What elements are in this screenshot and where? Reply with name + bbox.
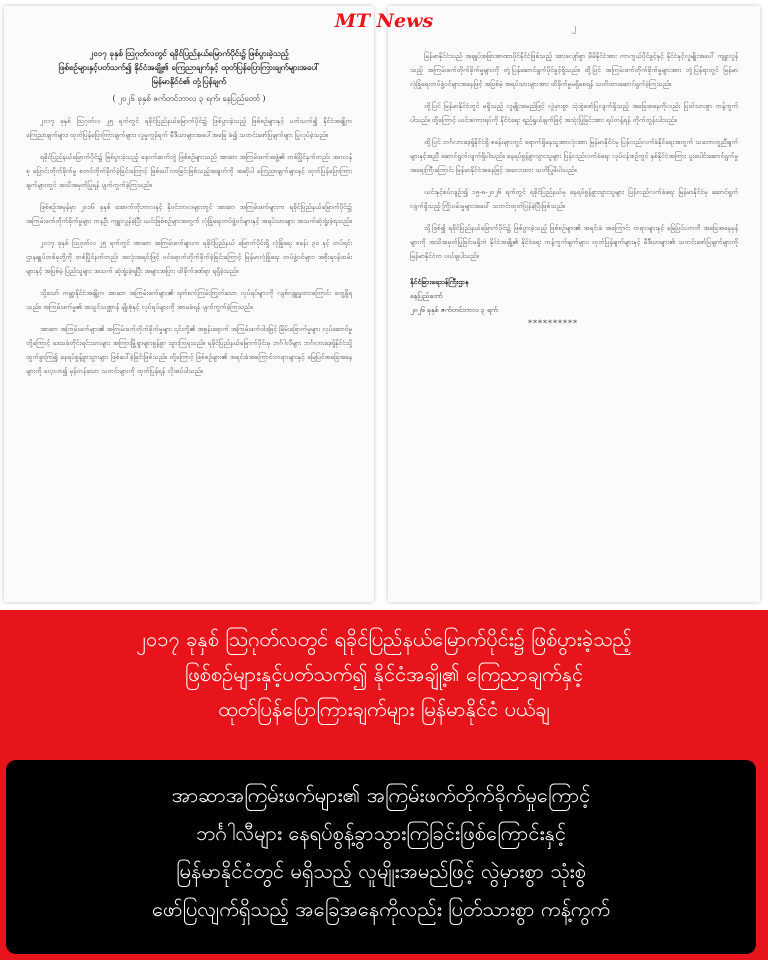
statement-heading-line-2: ဖြစ်စဉ်များနှင့်ပတ်သက်၍ နိုင်ငံအချို့၏ ကြေညာချက်နှင့် ထုတ်ပြန်ပြောကြားချက်များအပေါ် (58, 62, 320, 72)
right-paragraph: ထို့ပြင် ဘင်္ဂလားဒေ့ရှ်နိုင်ငံရှိ စခန်းများတွင် ရောက်ရှိနေသူအားလုံးအား မြန်မာနိုင်ငံမှ ပြန်လည်လက်ခံနိုင်ရေးအတွက် သဘောတူညီချက်များနှင့်အညီ ဆောင်ရွက်လျက်ရှိပါသည်။ နေရပ်စွန့်ခွာသွားသူများ ပြန်လည်လက်ခံရေး လုပ်ငန်းစဉ်တွင် နှစ်နိုင်ငံအကြား ပူးပေါင်းဆောင်ရွက်မှု အရေးကြီးကြောင်း မြန်မာနိုင်ငံအနေဖြင့် အလေးထား သတိပြုမိပါသည်။ (410, 138, 738, 174)
summary-text (6, 776, 756, 928)
summary-line-3: မြန်မာနိုင်ငံတွင် မရှိသည့် လူမျိုးအမည်ဖြင့် လွဲမှားစွာ သုံးစွဲ (176, 859, 586, 883)
right-paragraph: ယင်းနှင့်စပ်လျဉ်း၍ ၁၅-၈-၂၀၂၆ ရက်တွင် ရခိုင်ပြည်နယ်မှ နေရပ်စွန့်ခွာသွားသူများ ပြန်လည်လက်ခံရေး မြန်မာနိုင်ငံမှ ဆောင်ရွက်လျက်ရှိသည့် ကြိုးပမ်းမှုများအပေါ် သတင်းထုတ်ပြန်ခဲ့ပြီးဖြစ်သည်။ (410, 188, 738, 210)
signature-date: ၂၀၂၆ ခုနှစ် ဇက်တင်ဘာလ ၃ ရက် (410, 306, 498, 314)
document-page-right (388, 6, 760, 602)
document-page-left (4, 6, 374, 602)
summary-box (6, 760, 756, 954)
brand-logo: MT News (334, 10, 434, 32)
statement-heading (26, 46, 352, 106)
right-paragraph: ထို့ပြင် မြန်မာနိုင်ငံတွင် မရှိသည့် လူမျိုးအမည်ဖြင့် လွဲမှားစွာ သုံးစွဲဖော်ပြလျက်ရှိသည့် အခြေအနေကိုလည်း ပြတ်သားစွာ ကန့်ကွက်ပါသည်။ ထို့ကြောင့် ယင်းစကားရပ်ကို နိုင်ငံရေး ရည်ရွယ်ချက်ဖြင့် အသုံးပြုခြင်းအား ရပ်တန့်ရန် တိုက်တွန်းပါသည်။ (410, 102, 738, 124)
headline-line-3: ထုတ်ပြန်ပြောကြားချက်များ မြန်မာနိုင်ငံ ပယ်ချ (218, 697, 550, 721)
signature-org: နိုင်ငံခြားရေးဝန်ကြီးဌာန (410, 277, 469, 286)
end-mark: ********** (528, 319, 578, 328)
summary-line-2: ဘင်္ဂါလီများ နေရပ်စွန့်ခွာသွားကြခြင်းဖြစ်ကြောင်းနှင့် (196, 821, 566, 845)
left-paragraph: အာဆာ အကြမ်းဖက်များ၏ အကြမ်းဖက်တိုက်ခိုက်မှုများ ၎င်းတို့၏ အစွန်းရောက် အကြမ်းဖက်ဝါဒဖြင့် မြိမ်းခြောက်မှုများ လုပ်ဆောင်မှုတို့ကြောင့် ဒေသခံတိုင်းရင်းသားများ အကြားမြို့ရွာများစွန့်ခွာ သွားကြရသည်။ ရခိုင်ပြည်နယ်မြောက်ပိုင်းမှ ဘင်္ဂါလီများ ဘင်္ဂလားဒေ့ရှ်နိုင်ငံသို့ထွက်ခွာကြ၍ နေရပ်စွန့်ခွာသွားများ ဖြစ်ပေါ်ခဲ့ခြင်းဖြစ်သည်။ ထို့ကြောင့် ဖြစ်စဉ်များ၏ အရင်းခံအကြောင်းတရားများနှင့် မြေပြင်အခြေအနေများကို လေ့လာ၍ မှန်ကန်သော သတင်းများကို ထုတ်ပြန်ရန် လိုအပ်ပါသည်။ (26, 325, 352, 375)
left-paragraph: ဖြစ်စဉ်အမှန်မှာ ၂၀၁၆ ခုနှစ် အောက်တိုဘာလနှင့် နိုဝင်ဘာလများတွင် အာဆာ အကြမ်းဖက်များက ရခိုင်ပြည်နယ်မြောက်ပိုင်း၌ အကြမ်းဖက်တိုက်ခိုက်မှုများ ကနဦး ကျူးလွန်ခဲ့ပြီး ယင်းဖြစ်စဉ်များအတွက် လုံခြုံရေးတပ်ဖွဲ့ဝင်များနှင့် အရပ်သားများ အသက်ဆုံးရှုံးခဲ့ရသည်။ (26, 203, 352, 225)
headline-line-2: ဖြစ်စဉ်များနှင့်ပတ်သက်၍ နိုင်ငံအချို့၏ ကြေညာချက်နှင့် (184, 662, 584, 686)
left-paragraph: ၂၀၁၇ ခုနှစ် ဩဂုတ်လ ၂၅ ရက်တွင် အာဆာ အကြမ်းဖက်များက ရခိုင်ပြည်နယ် မြောက်ပိုင်းရှိ လုံခြုံရေး စခန်း ၃၀ နှင့် တပ်ရင်းဌာနချုပ်တစ်ခုတို့ကို တစ်ပြိုင်နက်တည်း အလုံးအရင်းဖြင့် ဝင်ရောက်တိုက်ခိုက်ခဲ့ခြင်းကြောင့် မြန်မာလုံခြုံရေး တပ်ဖွဲ့ဝင်များ၊ အစိုးရဝန်ထမ်းများနှင့် အပြစ်မဲ့ ပြည်သူများ အသက် ဆုံးရှုံးခဲ့ရပြီး အများအပြား ထိခိုက်ဒဏ်ရာ ရရှိခဲ့သည်။ (26, 239, 352, 275)
right-paragraph: မြန်မာနိုင်ငံသည် အချုပ်အခြာအာဏာပိုင်နိုင်ငံဖြစ်သည့် အားလျော်စွာ မိမိနိုင်ငံအား ကာကွယ်ပိုင်ခွင့်နှင့် နိုင်ငံနှင့်လူမျိုးအပေါ် ကျူးလွန်သည့် အကြမ်းဖက်တိုက်ခိုက်မှုများကို တုံ့ပြန်ဆောင်ရွက်ပိုင်ခွင့်ရှိသည်။ ထို့ပြင် အကြမ်းဖက်တိုက်ခိုက်မှုများအား တုံ့ပြန်ရာတွင် မြန်မာ လုံခြုံရေးတပ်ဖွဲ့ဝင်များအနေဖြင့် အပြစ်မဲ့ အရပ်သားများအား ထိခိုက်မှုမရှိစေရန် သတိထားဆောင်ရွက်ခဲ့ကြသည်။ (410, 52, 738, 88)
left-paragraph: ရခိုင်ပြည်နယ်မြောက်ပိုင်း၌ ဖြစ်ပွားခဲ့သည့် နောက်ဆက်တွဲ ဖြစ်စဉ်များသည် အာဆာ အကြမ်းဖက်အဖွဲ့၏ တစ်ပြိုင်နက်တည်း အဂလန်စု ပြောင်းတိုက်ခိုက်မှု စတင်တိုက်ခိုက်ခဲ့ခြင်းကြောင့် ဖြစ်ပေါ်လာခြင်းဖြစ်သည့်အချက်ကို အဆိုပါ ကြေညာချက်များနှင့် ထုတ်ပြန်ပြောကြားချက်များတွင် အသိအမှတ်ပြုရန် ပျက်ကွက်ခဲ့ကြသည်။ (26, 153, 352, 189)
statement-heading-line-3: မြန်မာနိုင်ငံ၏ တုံ့ပြန်ချက် (151, 76, 227, 86)
headline (0, 622, 768, 727)
headline-line-1: ၂၀၁၇ ခုနှစ် ဩဂုတ်လတွင် ရခိုင်ပြည်နယ်မြောက်ပိုင်း၌ ဖြစ်ပွားခဲ့သည့် (136, 627, 632, 651)
statement-date: ( ၂၀၂၆ ခုနှစ် ဇက်တင်ဘာလ ၃ ရက်၊ နေပြည်တော် ) (112, 94, 266, 103)
left-paragraph: ၂၀၁၇ ခုနှစ် ဩဂုတ်လ ၂၅ ရက်တွင် ရခိုင်ပြည်နယ်မြောက်ပိုင်း၌ ဖြစ်ပွားခဲ့သည့် ဖြစ်စဉ်များနှင့် ပတ်သက်၍ နိုင်ငံအချို့က ကြေညာချက်များ၊ ထုတ်ပြန်ပြောကြားချက်များ၊ လူမှုကွန်ရက် မီဒီယာများအပေါ်အခြေ ခံ၍ သတင်းဖော်ပြချက်များ ပြုလုပ်ခဲ့သည်။ (26, 117, 352, 139)
summary-line-4: ဖော်ပြလျက်ရှိသည့် အခြေအနေကိုလည်း ပြတ်သားစွာ ကန့်ကွက် (152, 897, 610, 921)
summary-line-1: အာဆာအကြမ်းဖက်များ၏ အကြမ်းဖက်တိုက်ခိုက်မှုကြောင့် (171, 783, 591, 807)
left-paragraph: သို့သော် ကမ္ဘာ့နိုင်ငံအချို့က အာဆာ အကြမ်းဖက်များ၏ ရက်စက်ကြမ်းကြုတ်သော လုပ်ရပ်များကို လျစ်လျူရှုထားကြောင်း တွေ့ရှိရသည်။ အကြမ်းဖက်မှု၏ အသွင်သဏ္ဌာန် မျိုးစုံနှင့် လုပ်ရပ်များကို အာမခံရန် ပျက်ကွက်ခဲ့ကြသည်။ (26, 289, 352, 311)
signature-place: နေပြည်တော် (410, 292, 443, 300)
right-paragraph: သို့ဖြစ်၍ ရခိုင်ပြည်နယ်မြောက်ပိုင်း၌ ဖြစ်ပွားခဲ့သည့် ဖြစ်စဉ်များ၏ အရင်းခံ အကြောင်း တရားများနှင့် မြေပြင်ပကတိ အခြေအနေမှန်များကို အသိအမှတ်ပြုခြင်းမရှိဘဲ နိုင်ငံအချို့၏ နိုင်ငံရေး ကန့်ကွက်ချက်များ၊ ထုတ်ပြန်ချက်များနှင့် မီဒီယာများ၏ သတင်းဖော်ပြချက်များကို မြန်မာနိုင်ငံက ပယ်ချပါသည်။ (410, 224, 738, 260)
signature-block (410, 275, 760, 317)
page-number: ၂ (571, 23, 577, 33)
statement-heading-line-1: ၂၀၁၇ ခုနှစ် ဩဂုတ်လတွင် ရခိုင်ပြည်နယ်မြောက်ပိုင်း၌ ဖြစ်ပွားခဲ့သည့် (89, 48, 289, 58)
